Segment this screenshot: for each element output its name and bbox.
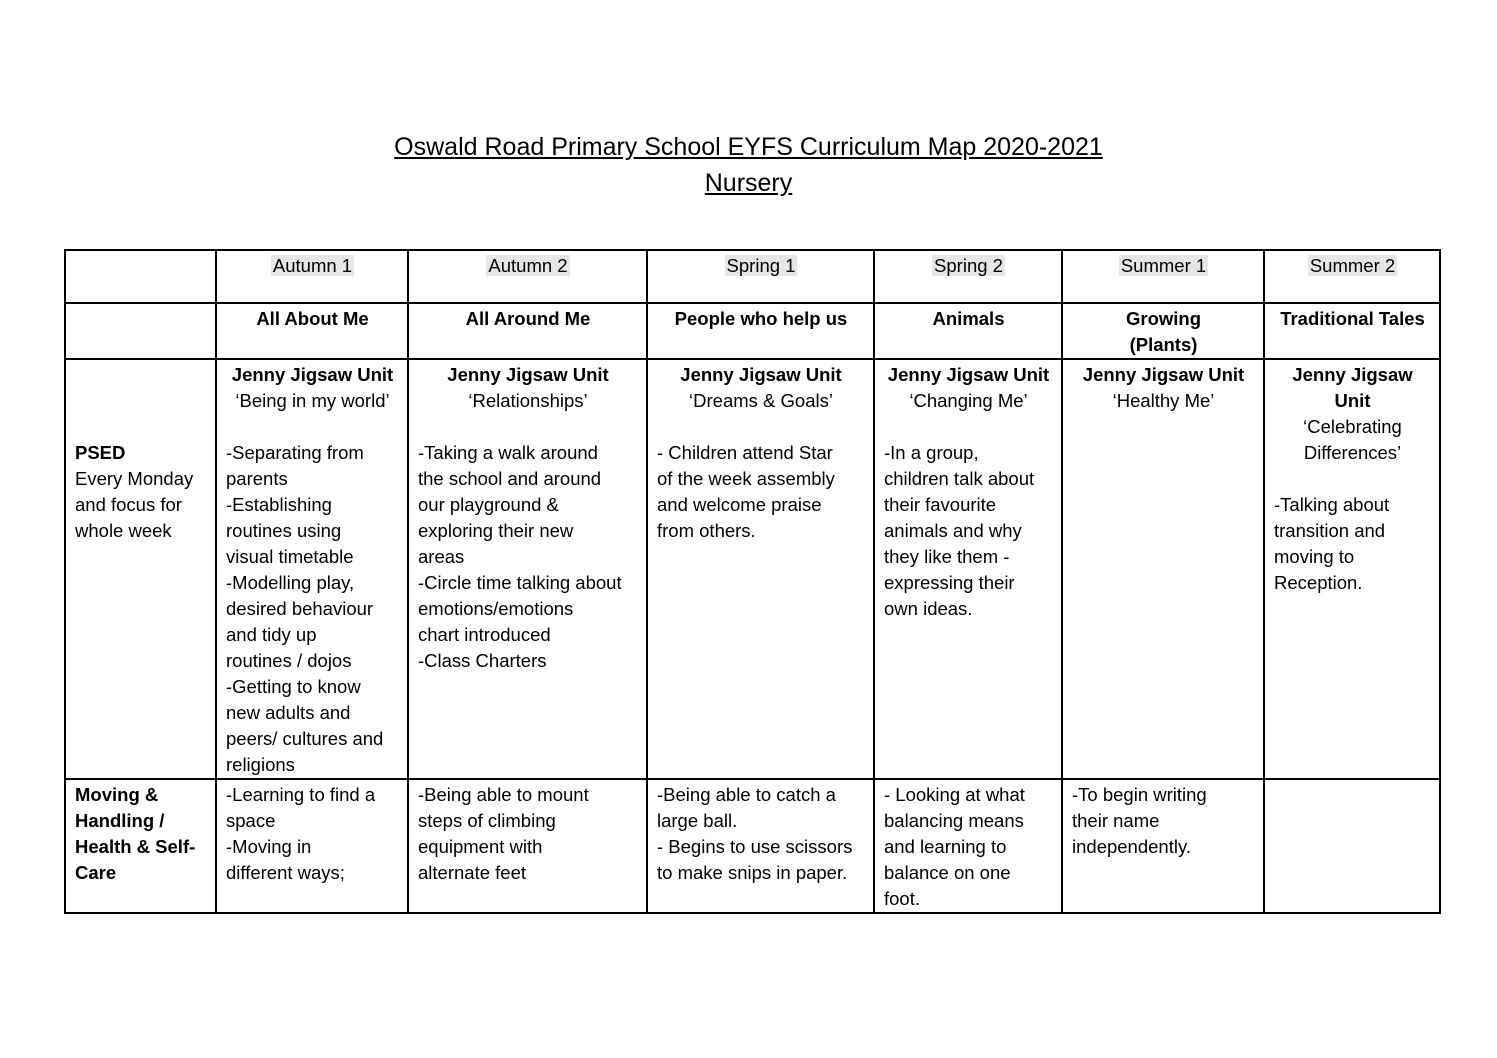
moving-activities: -Learning to find a space -Moving in different ways; — [226, 784, 376, 883]
unit-topic: ‘Being in my world’ — [235, 390, 390, 411]
unit-topic: ‘Relationships’ — [468, 390, 588, 411]
term-label: Summer 2 — [1309, 255, 1396, 276]
page-title: Oswald Road Primary School EYFS Curriculum Map 2020-2021 — [394, 133, 1103, 161]
term-label: Autumn 2 — [488, 255, 568, 276]
psed-cell — [874, 359, 1062, 779]
moving-activities: -To begin writing their name independently. — [1072, 784, 1207, 857]
psed-label-detail: Every Monday and focus for whole week — [75, 468, 194, 541]
theme-label: People who help us — [674, 308, 848, 329]
moving-label: Moving & Handling / Health & Self- Care — [75, 784, 196, 883]
psed-cell — [1062, 359, 1264, 779]
psed-cell — [408, 359, 647, 779]
theme-cell — [216, 303, 408, 359]
theme-label: Animals — [932, 308, 1005, 329]
term-cell — [216, 250, 408, 303]
term-label: Spring 1 — [726, 255, 796, 276]
term-label: Autumn 1 — [272, 255, 353, 276]
theme-label: All About Me — [256, 308, 369, 329]
theme-label: Traditional Tales — [1280, 308, 1425, 329]
curriculum-table — [64, 249, 1441, 914]
theme-cell — [408, 303, 647, 359]
moving-handling-row — [65, 779, 1440, 913]
page-subtitle: Nursery — [704, 169, 793, 197]
moving-activities: -Being able to mount steps of climbing equipment with alternate feet — [418, 784, 589, 883]
unit-topic: ‘Healthy Me’ — [1112, 390, 1215, 411]
psed-activities: -Taking a walk around the school and around our playground & exploring their new areas -Circle time talking about emotions/emotions chart introduced -Class Charters — [418, 442, 622, 671]
moving-label-cell — [65, 779, 216, 913]
term-cell — [1264, 250, 1440, 303]
moving-cell — [1264, 779, 1440, 913]
psed-activities: -In a group, children talk about their favourite animals and why they like them - expressing their own ideas. — [884, 442, 1035, 619]
term-cell — [408, 250, 647, 303]
psed-cell — [647, 359, 874, 779]
psed-cell — [216, 359, 408, 779]
theme-row — [65, 303, 1440, 359]
moving-cell — [1062, 779, 1264, 913]
corner-cell — [65, 250, 216, 303]
psed-row — [65, 359, 1440, 779]
moving-activities: -Being able to catch a large ball. - Begins to use scissors to make snips in paper. — [657, 784, 853, 883]
unit-title: Jenny Jigsaw Unit — [887, 364, 1050, 385]
unit-title: Jenny Jigsaw Unit — [231, 364, 394, 385]
theme-label: Growing (Plants) — [1125, 308, 1202, 355]
unit-title: Jenny Jigsaw Unit — [1292, 364, 1413, 411]
theme-cell — [1264, 303, 1440, 359]
unit-topic: ‘Celebrating Differences’ — [1303, 416, 1402, 463]
psed-cell — [1264, 359, 1440, 779]
psed-activities: -Talking about transition and moving to Reception. — [1274, 494, 1390, 593]
unit-topic: ‘Changing Me’ — [909, 390, 1028, 411]
term-cell — [874, 250, 1062, 303]
term-cell — [647, 250, 874, 303]
theme-label: All Around Me — [465, 308, 591, 329]
theme-cell — [874, 303, 1062, 359]
theme-cell — [647, 303, 874, 359]
term-label: Summer 1 — [1120, 255, 1207, 276]
moving-cell — [874, 779, 1062, 913]
moving-activities: - Looking at what balancing means and learning to balance on one foot. — [884, 784, 1025, 909]
psed-activities: - Children attend Star of the week assembly and welcome praise from others. — [657, 442, 835, 541]
term-header-row — [65, 250, 1440, 303]
theme-label-cell — [65, 303, 216, 359]
psed-label: PSED — [75, 442, 126, 463]
psed-label-cell — [65, 359, 216, 779]
moving-cell — [647, 779, 874, 913]
unit-title: Jenny Jigsaw Unit — [680, 364, 842, 385]
term-label: Spring 2 — [934, 255, 1003, 276]
term-cell — [1062, 250, 1264, 303]
moving-cell — [408, 779, 647, 913]
psed-activities: -Separating from parents -Establishing routines using visual timetable -Modelling play, desired behaviour and tidy up routines / dojos -Getting to know new adults and peers/ cultures and religions — [226, 442, 384, 775]
unit-topic: ‘Dreams & Goals’ — [689, 390, 833, 411]
unit-title: Jenny Jigsaw Unit — [447, 364, 609, 385]
theme-cell — [1062, 303, 1264, 359]
unit-title: Jenny Jigsaw Unit — [1082, 364, 1245, 385]
moving-cell — [216, 779, 408, 913]
